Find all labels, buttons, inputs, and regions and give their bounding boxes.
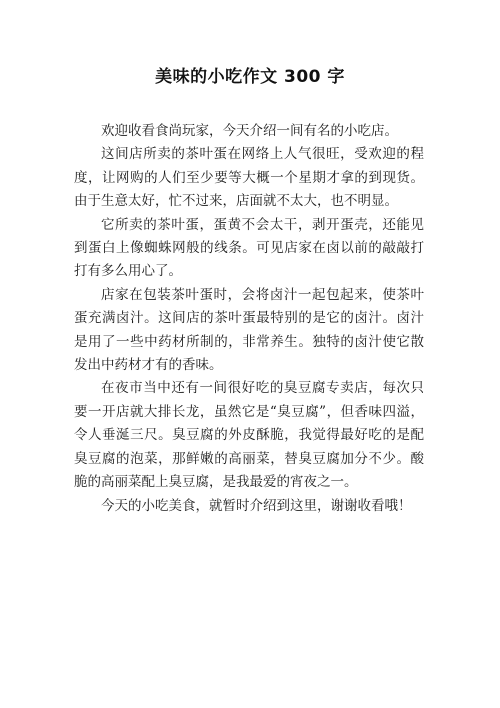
paragraph-intro: 欢迎收看食尚玩家，今天介绍一间有名的小吃店。 <box>101 123 398 139</box>
paragraph-closing: 今天的小吃美食，就暂时介绍到这里，谢谢收看哦！ <box>101 497 412 514</box>
paragraph-tea-egg-packaging: 店家在包装茶叶蛋时，会将卤汁一起包起来，使茶叶蛋充满卤汁。这间店的茶叶蛋最特别的是它的卤汁。卤汁是用了一些中药材所制的，非常养生。独特的卤汁使它散发出中药材才有的香味。 <box>74 286 424 374</box>
document-body <box>74 120 424 518</box>
document-title: 美味的小吃作文 300 字 <box>155 67 345 87</box>
paragraph-tea-egg-description: 它所卖的茶叶蛋，蛋黄不会太干，剥开蛋壳，还能见到蛋白上像蜘蛛网般的线条。可见店家在卤以前的敲敲打打有多么用心了。 <box>74 216 424 280</box>
paragraph-tea-egg-popularity: 这间店所卖的茶叶蛋在网络上人气很旺，受欢迎的程度，让网购的人们至少要等大概一个星期才拿的到现货。由于生意太好，忙不过来，店面就不太大，也不明显。 <box>74 146 424 210</box>
paragraph-stinky-tofu: 在夜市当中还有一间很好吃的臭豆腐专卖店，每次只要一开店就大排长龙，虽然它是“臭豆腐”，但香味四溢，令人垂涎三尺。臭豆腐的外皮酥脆，我觉得最好吃的是配臭豆腐的泡菜，那鲜嫩的高丽菜，替臭豆腐加分不少。酸脆的高丽菜配上臭豆腐，是我最爱的宵夜之一。 <box>74 380 424 491</box>
